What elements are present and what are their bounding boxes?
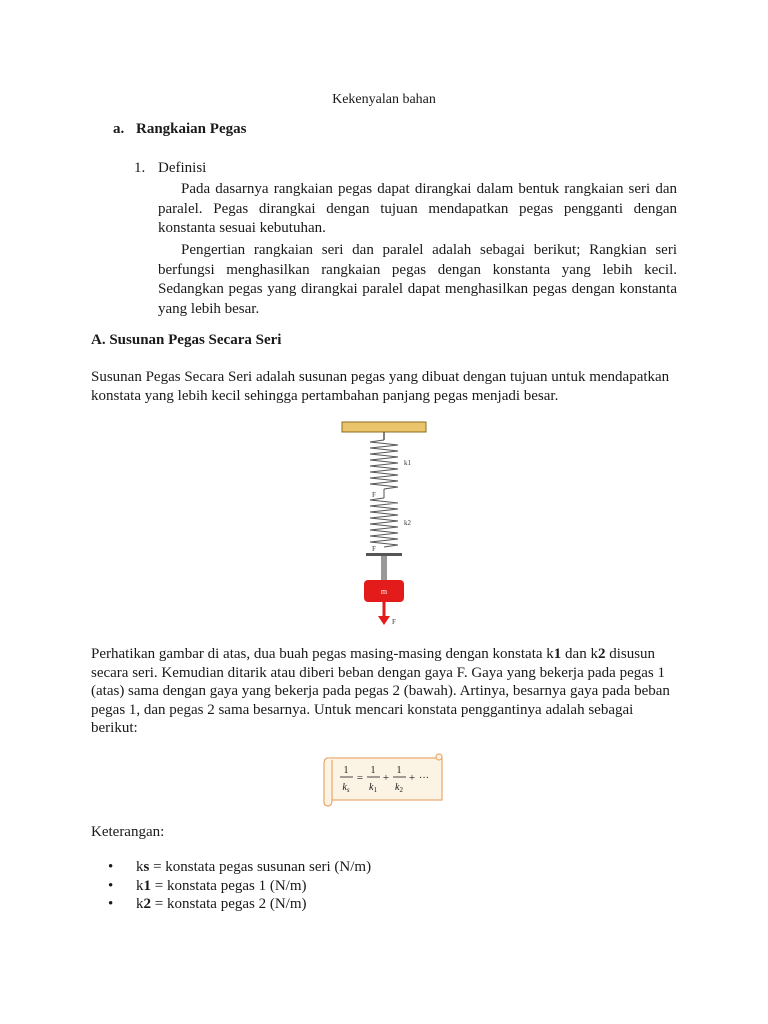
formula-plus-2: + — [408, 772, 416, 784]
spring-k1 — [370, 440, 398, 489]
section-heading-rangkaian-pegas — [113, 121, 246, 138]
formula-t1-sub: 1 — [373, 786, 377, 794]
label-mass: m — [380, 587, 388, 596]
bullet-icon: • — [108, 877, 114, 894]
series-intro-paragraph: Susunan Pegas Secara Seri adalah susunan pegas yang dibuat dengan tujuan untuk mendapatkan konstata yang lebih kecil sehingga pertambahan panjang pegas menjadi besar. — [91, 369, 670, 404]
heading-susunan-seri: A. Susunan Pegas Secara Seri — [91, 332, 282, 348]
document-title: Kekenyalan bahan — [332, 92, 436, 107]
item-symbol: 2 — [143, 896, 151, 912]
label-f-bottom: F — [392, 618, 396, 626]
explanation-text-2: dan k — [561, 646, 598, 662]
spring-k2 — [370, 498, 398, 547]
formula-t2-sub: 2 — [399, 786, 403, 794]
label-f-top: F — [372, 491, 376, 499]
formula-ellipsis: ··· — [419, 773, 429, 784]
subsection-definisi — [134, 160, 206, 177]
formula-lhs-k: k — [342, 782, 347, 793]
definisi-paragraph-2: Pengertian rangkaian seri dan paralel adalah sebagai berikut; Rangkian seri berfungsi menghasilkan rangkaian pegas dengan konstanta yang lebih kecil. Sedangkan pegas yang dirangkai paralel dapat menghasilkan pegas dengan konstanta yang lebih besar. — [158, 242, 677, 317]
subsection-label: Definisi — [158, 160, 207, 176]
section-title: Rangkaian Pegas — [136, 121, 247, 137]
series-formula — [322, 752, 446, 808]
scroll-right-roll — [436, 754, 442, 760]
formula-lhs-sub: s — [346, 786, 350, 794]
label-f-mid: F — [372, 545, 376, 553]
item-symbol: s — [143, 859, 150, 875]
series-explanation-paragraph — [91, 645, 681, 738]
item-text: = konstata pegas 2 (N/m) — [151, 896, 307, 912]
explanation-text-3: disusun secara seri. Kemudian ditarik atau diberi beban dengan gaya F. Gaya yang bekerja pada pegas 1 (atas) sama dengan gaya yang bekerja pada pegas 2 (bawah). Artinya, besarnya gaya pada beban pegas 1, dan pegas 2 sama besarnya. Untuk mencari konstata penggantinya adalah sebagai berikut: — [91, 646, 670, 736]
keterangan-label: Keterangan: — [91, 824, 165, 840]
label-k2: k2 — [404, 519, 411, 527]
definisi-paragraph-1: Pada dasarnya rangkaian pegas dapat dirangkai dalam bentuk rangkaian seri dan paralel. Pegas dirangkai dengan tujuan mendapatkan pegas pengganti dengan konstanta sesuai kebutuhan. — [158, 181, 677, 236]
item-prefix: k — [136, 877, 144, 894]
list-item — [108, 877, 371, 896]
connector-rod — [381, 556, 387, 580]
item-prefix: k — [136, 859, 144, 875]
formula-t2-numerator: 1 — [396, 765, 402, 776]
formula-equals: = — [356, 772, 364, 784]
explanation-bold-2: 2 — [597, 646, 606, 662]
list-item — [108, 858, 371, 877]
section-marker: a. — [113, 121, 125, 137]
explanation-text-1: Perhatikan gambar di atas, dua buah pegas masing-masing dengan konstata k — [91, 646, 554, 662]
explanation-bold-1: 1 — [553, 646, 562, 662]
bullet-icon: • — [108, 859, 114, 875]
spring-plate — [366, 553, 402, 556]
scroll-left-roll — [324, 758, 332, 806]
formula-plus-1: + — [382, 772, 390, 784]
item-symbol: 1 — [143, 877, 151, 894]
bullet-icon: • — [108, 896, 114, 912]
series-spring-figure — [330, 420, 440, 630]
item-prefix: k — [136, 896, 144, 912]
list-item — [108, 895, 371, 914]
subsection-number: 1. — [134, 160, 146, 176]
formula-t1-k: k — [369, 782, 374, 793]
keterangan-list — [108, 858, 371, 914]
ceiling-support — [342, 422, 426, 432]
force-arrow-head — [378, 616, 390, 625]
label-k1: k1 — [404, 459, 411, 467]
item-text: = konstata pegas susunan seri (N/m) — [149, 859, 372, 875]
item-text: = konstata pegas 1 (N/m) — [151, 877, 307, 894]
formula-lhs-numerator: 1 — [343, 765, 349, 776]
formula-t1-numerator: 1 — [370, 765, 376, 776]
formula-t2-k: k — [395, 782, 400, 793]
